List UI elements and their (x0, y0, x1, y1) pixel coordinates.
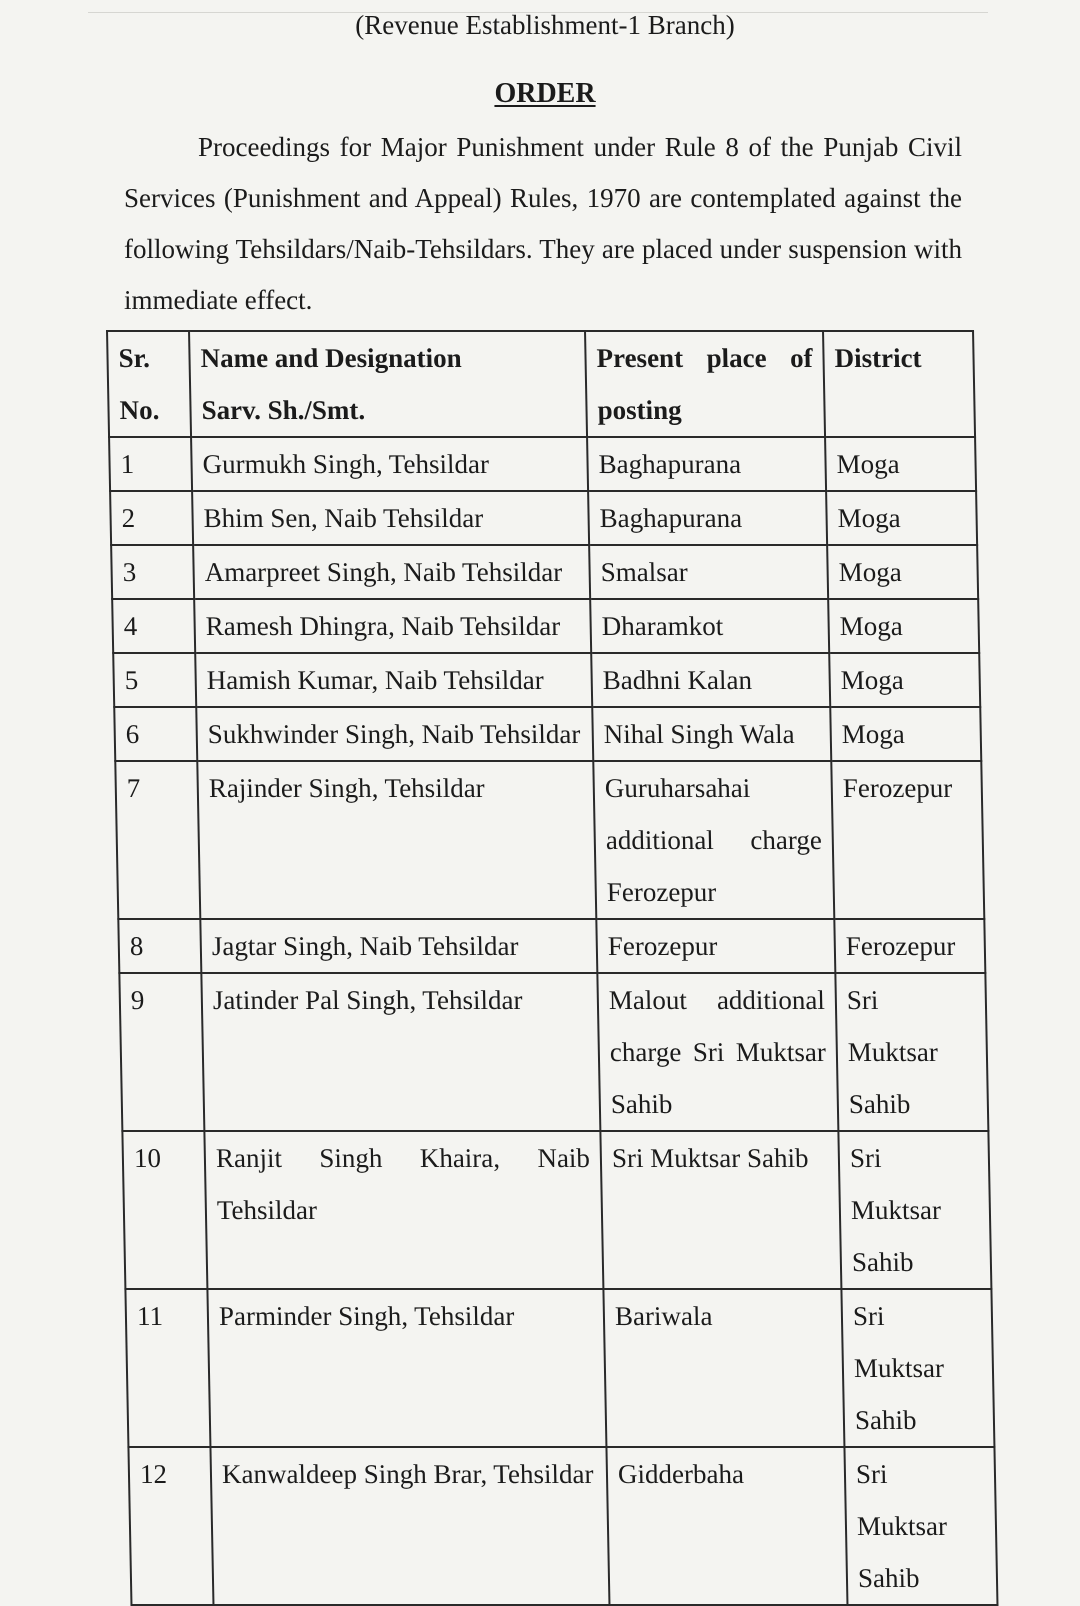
table-row (128, 1447, 997, 1605)
cell-district: Moga (829, 653, 980, 707)
cell-district: Moga (827, 545, 978, 599)
cell-sr: 11 (125, 1289, 210, 1447)
cell-sr: 6 (114, 707, 197, 761)
cell-sr: 5 (113, 653, 196, 707)
cell-place: Ferozepur (596, 919, 835, 973)
cell-name: Ramesh Dhingra, Naib Tehsildar (194, 599, 591, 653)
table-row (111, 545, 978, 599)
cell-name: Gurmukh Singh, Tehsildar (191, 437, 588, 491)
table-row (122, 1131, 991, 1289)
cell-sr: 7 (115, 761, 200, 919)
cell-sr: 2 (110, 491, 193, 545)
cell-district: Ferozepur (834, 919, 985, 973)
suspension-table (106, 330, 999, 1606)
cell-place: Gidderbaha (606, 1447, 847, 1605)
suspension-table-wrapper (106, 330, 997, 1606)
header-name-line1: Name and Designation (200, 343, 462, 373)
table-row (118, 919, 985, 973)
intro-paragraph: Proceedings for Major Punishment under Rule 8 of the Punjab Civil Services (Punishment and Appeal) Rules, 1970 are contemplated against the following Tehsildars/Naib-Tehsildars. They are placed under suspension with immediate effect. (124, 132, 962, 315)
cell-place: Badhni Kalan (591, 653, 830, 707)
cell-place: Bariwala (603, 1289, 844, 1447)
table-row (114, 707, 981, 761)
header-name-designation (189, 331, 587, 437)
table-row (110, 491, 977, 545)
cell-name: Bhim Sen, Naib Tehsildar (192, 491, 589, 545)
table-body (109, 437, 997, 1605)
cell-place: Dharamkot (590, 599, 829, 653)
cell-place: Sri Muktsar Sahib (600, 1131, 841, 1289)
cell-district: Sri Muktsar Sahib (841, 1289, 994, 1447)
cell-sr: 12 (128, 1447, 213, 1605)
table-row (113, 653, 980, 707)
cell-name: Jatinder Pal Singh, Tehsildar (201, 973, 600, 1131)
header-present-place: Present place of posting (585, 331, 825, 437)
cell-place: Baghapurana (587, 437, 826, 491)
cell-district: Ferozepur (831, 761, 984, 919)
cell-district: Moga (825, 437, 976, 491)
cell-name: Hamish Kumar, Naib Tehsildar (195, 653, 592, 707)
cell-place: Baghapurana (588, 491, 827, 545)
cell-place: Malout additional charge Sri Muktsar Sahib (597, 973, 838, 1131)
cell-district: Sri Muktsar Sahib (835, 973, 988, 1131)
cell-sr: 10 (122, 1131, 207, 1289)
cell-place: Guruharsahai additional charge Ferozepur (593, 761, 834, 919)
cell-district: Moga (830, 707, 981, 761)
cell-name: Kanwaldeep Singh Brar, Tehsildar (210, 1447, 609, 1605)
cell-sr: 1 (109, 437, 192, 491)
order-title: ORDER (494, 78, 596, 109)
cell-sr: 8 (118, 919, 201, 973)
cell-district: Sri Muktsar Sahib (838, 1131, 991, 1289)
header-district: District (823, 331, 975, 437)
header-sr-no (107, 331, 191, 437)
header-sr-line2: No. (119, 395, 160, 425)
cell-place: Smalsar (589, 545, 828, 599)
cell-district: Moga (828, 599, 979, 653)
table-row (119, 973, 988, 1131)
cell-sr: 9 (119, 973, 204, 1131)
header-sr-line1: Sr. (118, 343, 151, 373)
table-row (125, 1289, 994, 1447)
cell-name: Parminder Singh, Tehsildar (207, 1289, 606, 1447)
branch-heading: (Revenue Establishment-1 Branch) (355, 10, 735, 40)
cell-district: Sri Muktsar Sahib (844, 1447, 997, 1605)
cell-name: Sukhwinder Singh, Naib Tehsildar (196, 707, 593, 761)
cell-sr: 3 (111, 545, 194, 599)
cell-name: Jagtar Singh, Naib Tehsildar (200, 919, 597, 973)
header-name-line2: Sarv. Sh./Smt. (201, 395, 366, 425)
cell-district: Moga (826, 491, 977, 545)
cell-place: Nihal Singh Wala (592, 707, 831, 761)
cell-name: Rajinder Singh, Tehsildar (197, 761, 596, 919)
cell-sr: 4 (112, 599, 195, 653)
table-row (115, 761, 984, 919)
cell-name: Ranjit Singh Khaira, Naib Tehsildar (204, 1131, 603, 1289)
table-header-row (107, 331, 975, 437)
cell-name: Amarpreet Singh, Naib Tehsildar (193, 545, 590, 599)
table-row (109, 437, 976, 491)
table-row (112, 599, 979, 653)
